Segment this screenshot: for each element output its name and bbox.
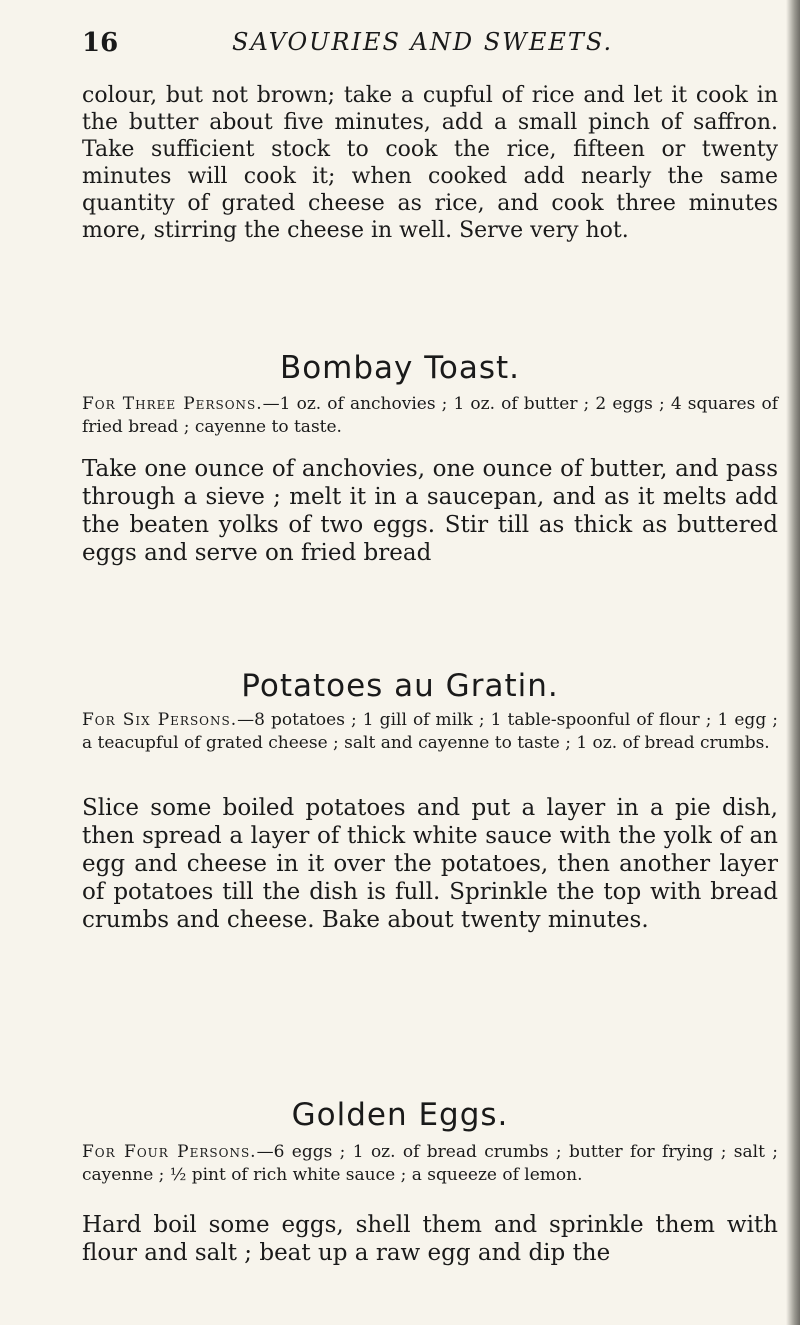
serves-label: For Four Persons.	[82, 1142, 257, 1162]
recipe-title-golden-eggs: Golden Eggs.	[291, 1097, 509, 1133]
ingredients-bombay-toast	[82, 393, 778, 439]
ingredients-list: —6 eggs ; 1 oz. of bread crumbs ; butter for frying ; salt ; cayenne ; ½ pint of rich white sauce ; a squeeze of lemon.	[82, 1142, 778, 1185]
ingredients-list: —1 oz. of anchovies ; 1 oz. of butter ; 2 eggs ; 4 squares of fried bread ; cayenne to taste.	[82, 394, 778, 437]
method-bombay-toast: Take one ounce of anchovies, one ounce of butter, and pass through a sieve ; melt it in a saucepan, and as it melts add the beaten yolks of two eggs. Stir till as thick as buttered eggs and serve on fried bread	[82, 456, 778, 566]
recipe-title-bombay-toast: Bombay Toast.	[279, 350, 521, 386]
continued-paragraph: colour, but not brown; take a cupful of rice and let it cook in the butter about five minutes, add a small pinch of saffron. Take sufficient stock to cook the rice, fifteen or twenty minutes will cook it; when cooked add nearly the same quantity of grated cheese as rice, and cook three minutes more, stirring the cheese in well. Serve very hot.	[82, 83, 778, 243]
serves-label: For Three Persons.	[82, 394, 263, 414]
page-header	[82, 28, 782, 58]
ingredients-potatoes-au-gratin	[82, 709, 778, 755]
page-number: 16	[82, 28, 119, 58]
serves-label: For Six Persons.	[82, 710, 238, 730]
ingredients-list: —8 potatoes ; 1 gill of milk ; 1 table-spoonful of flour ; 1 egg ; a teacupful of grated cheese ; salt and cayenne to taste ; 1 oz. of bread crumbs.	[82, 710, 778, 753]
running-title: SAVOURIES AND SWEETS.	[232, 28, 614, 56]
page-edge-shadow	[786, 0, 800, 1325]
ingredients-golden-eggs	[82, 1141, 778, 1187]
method-golden-eggs: Hard boil some eggs, shell them and sprinkle them with flour and salt ; beat up a raw egg and dip the	[82, 1212, 778, 1266]
method-potatoes-au-gratin: Slice some boiled potatoes and put a layer in a pie dish, then spread a layer of thick white sauce with the yolk of an egg and cheese in it over the potatoes, then another layer of potatoes till the dish is full. Sprinkle the top with bread crumbs and cheese. Bake about twenty minutes.	[82, 795, 778, 933]
recipe-title-potatoes-au-gratin: Potatoes au Gratin.	[241, 668, 559, 704]
